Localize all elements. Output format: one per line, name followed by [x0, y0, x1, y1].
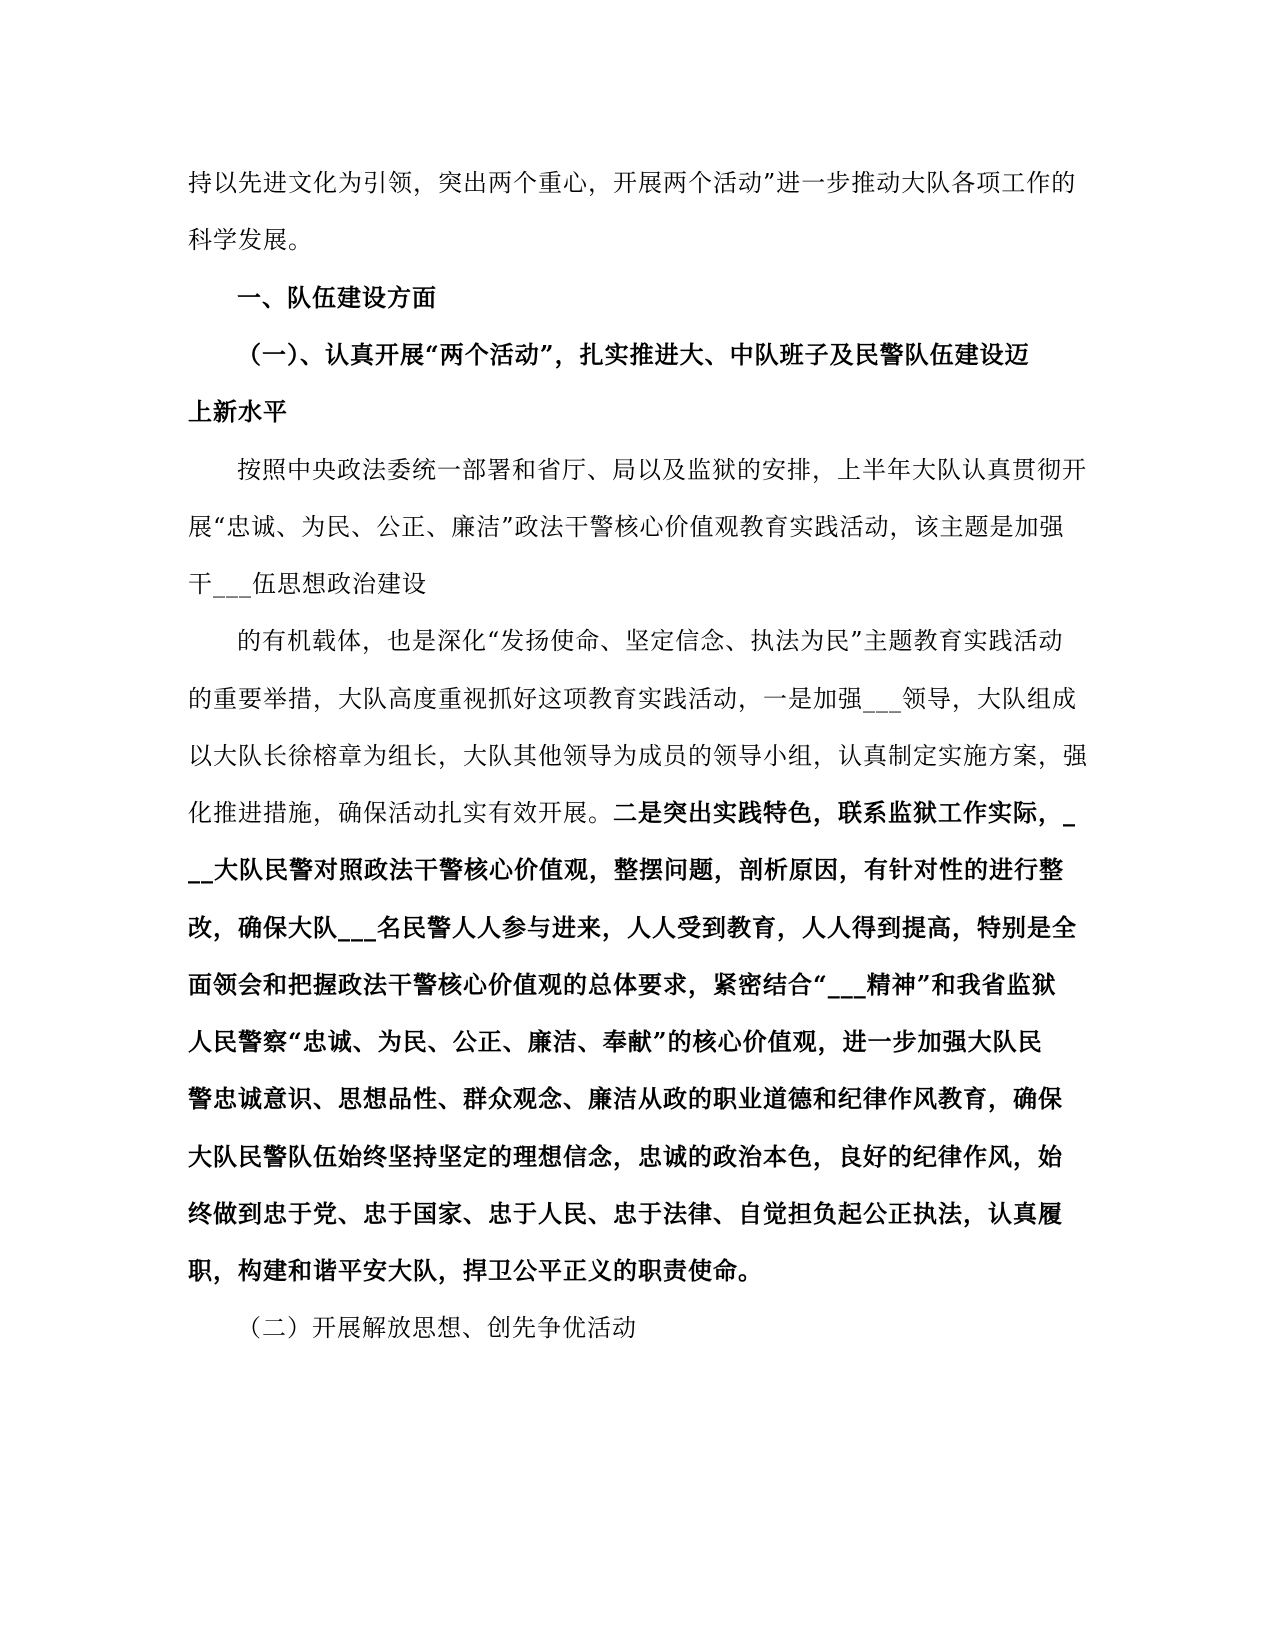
text-line: 干___伍思想政治建设 [188, 570, 427, 598]
text-line: 终做到忠于党、忠于国家、忠于人民、忠于法律、自觉担负起公正执法，认真履 [188, 1199, 1063, 1228]
text-line-mixed [188, 798, 1076, 828]
text-line: 大队民警队伍始终坚持坚定的理想信念，忠诚的政治本色，良好的纪律作风，始 [188, 1142, 1063, 1171]
subsection-heading: （二）开展解放思想、创先争优活动 [237, 1314, 637, 1342]
text-line: 职，构建和谐平安大队，捍卫公平正义的职责使命。 [188, 1256, 763, 1285]
section-heading: 一、队伍建设方面 [237, 283, 437, 312]
text-line: 的重要举措，大队高度重视抓好这项教育实践活动，一是加强___领导，大队组成 [188, 685, 1077, 713]
text-line: 科学发展。 [188, 226, 313, 254]
text-line: __大队民警对照政法干警核心价值观，整摆问题，剖析原因，有针对性的进行整 [188, 855, 1064, 884]
subsection-heading: （一）、认真开展“两个活动”，扎实推进大、中队班子及民警队伍建设迈 [237, 340, 1030, 369]
text-line: 持以先进文化为引领，突出两个重心，开展两个活动”进一步推动大队各项工作的 [188, 169, 1077, 197]
text-line: 按照中央政法委统一部署和省厅、局以及监狱的安排，上半年大队认真贯彻开 [237, 456, 1087, 484]
text-line: 以大队长徐榕章为组长，大队其他领导为成员的领导小组，认真制定实施方案，强 [188, 742, 1088, 770]
text-line: 改，确保大队___名民警人人参与进来，人人受到教育，人人得到提高，特别是全 [188, 913, 1077, 942]
subsection-heading-cont: 上新水平 [188, 397, 288, 426]
text-segment-bold: 二是突出实践特色，联系监狱工作实际，_ [613, 798, 1076, 827]
text-line: 的有机载体，也是深化“发扬使命、坚定信念、执法为民”主题教育实践活动 [237, 627, 1064, 655]
text-line: 面领会和把握政法干警核心价值观的总体要求，紧密结合“___精神”和我省监狱 [188, 970, 1057, 999]
text-segment: 化推进措施，确保活动扎实有效开展。 [188, 799, 613, 827]
text-line: 人民警察“忠诚、为民、公正、廉洁、奉献”的核心价值观，进一步加强大队民 [188, 1027, 1043, 1056]
text-line: 警忠诚意识、思想品性、群众观念、廉洁从政的职业道德和纪律作风教育，确保 [188, 1084, 1063, 1113]
text-line: 展“忠诚、为民、公正、廉洁”政法干警核心价值观教育实践活动，该主题是加强 [188, 513, 1065, 541]
